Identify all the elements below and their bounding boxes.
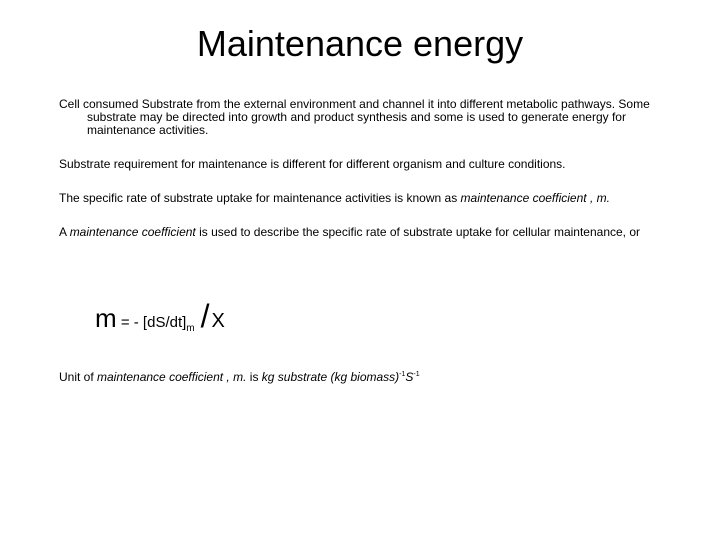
p5-text-start: Unit of xyxy=(59,370,98,384)
formula-lhs: m xyxy=(95,303,117,333)
formula-slash: / xyxy=(200,298,210,334)
p4-text-end: is used to describe the specific rate of substrate uptake for cellular maintenance, or xyxy=(195,225,640,239)
p4-text-start: A xyxy=(59,225,70,239)
p5-exponent-2: -1 xyxy=(413,371,420,378)
paragraph-maintenance-requirement: Substrate requirement for maintenance is different for different organism and culture conditions. xyxy=(59,157,566,171)
p5-exponent-1: -1 xyxy=(399,371,406,378)
paragraph-units xyxy=(59,371,659,384)
slide-title: Maintenance energy xyxy=(196,23,524,64)
p5-unit: kg substrate (kg biomass) xyxy=(261,370,400,384)
p5-term: maintenance coefficient , m. xyxy=(97,370,247,384)
paragraph-substrate-consumption: Cell consumed Substrate from the external environment and channel it into different metabolic pathways. Some substrate may be directed into growth and product synthesis and some is used to generate energy for maintenance activities. xyxy=(59,97,650,137)
p5-text-mid: is xyxy=(246,370,262,384)
formula-denominator: X xyxy=(211,310,225,332)
formula-middle: = - [dS/dt] xyxy=(116,314,187,331)
formula-subscript: m xyxy=(186,323,195,334)
p3-text: The specific rate of substrate uptake for maintenance activities is known as xyxy=(59,191,461,205)
p3-term: maintenance coefficient , m. xyxy=(460,191,610,205)
paragraph-maintenance-coefficient xyxy=(59,226,659,239)
maintenance-formula xyxy=(95,300,225,345)
paragraph-maintenance-definition xyxy=(59,192,659,205)
p5-unit-2: S xyxy=(405,370,414,384)
p4-term: maintenance coefficient xyxy=(69,225,196,239)
